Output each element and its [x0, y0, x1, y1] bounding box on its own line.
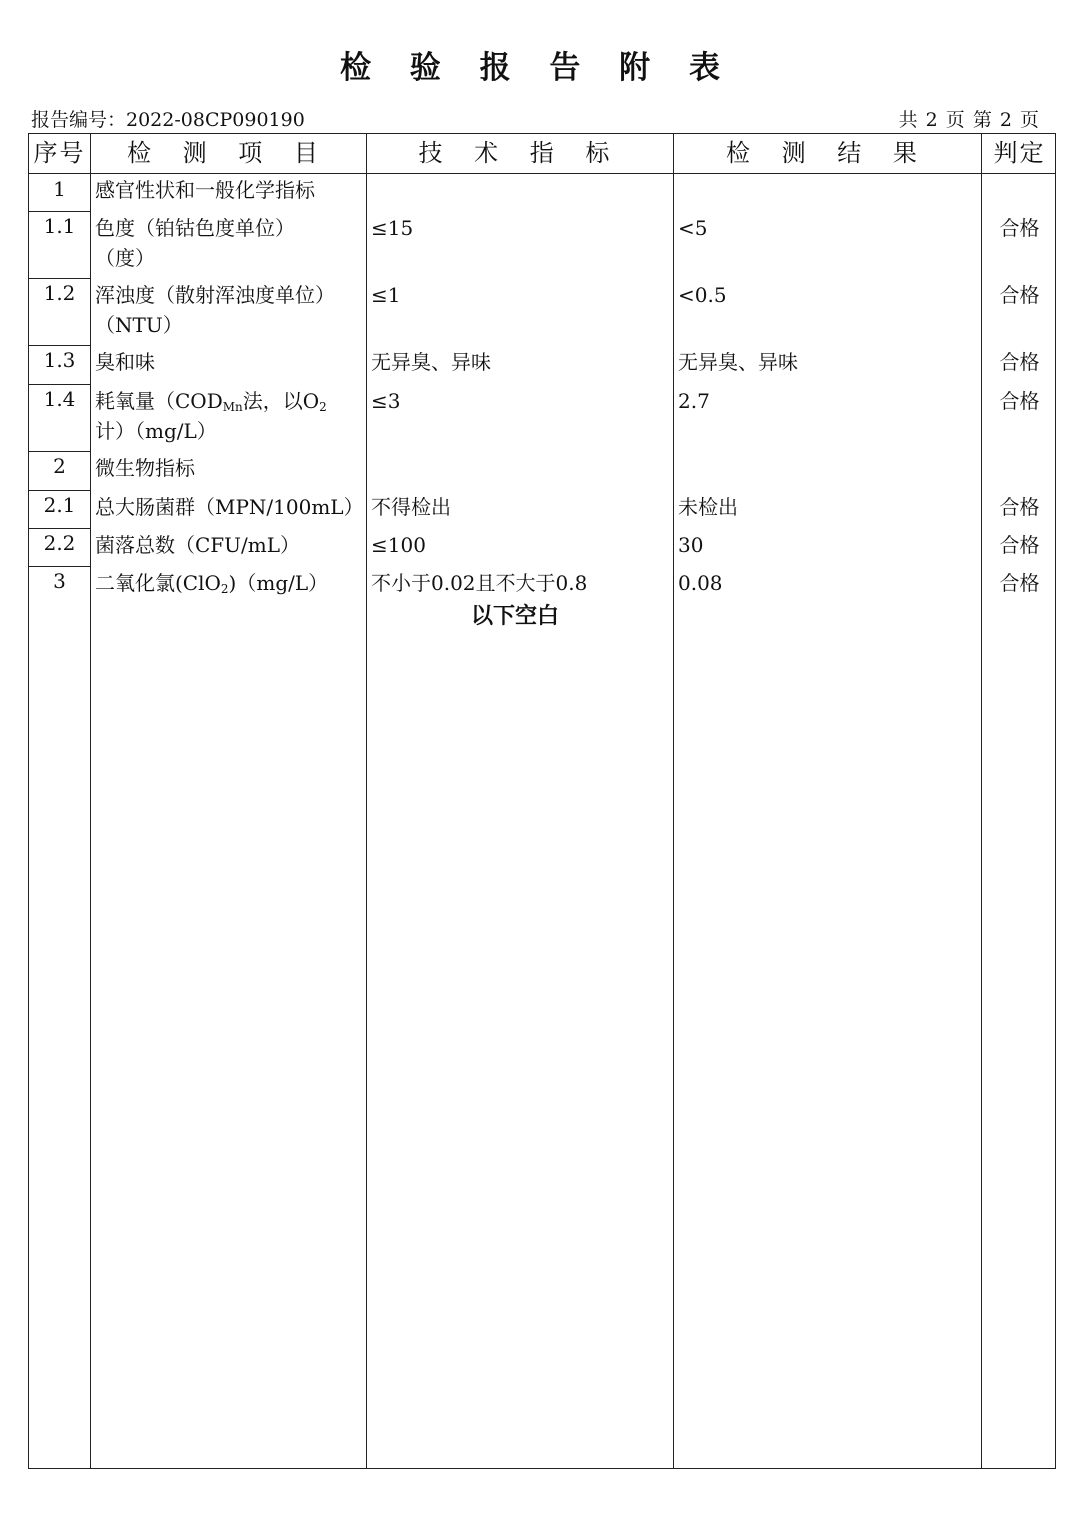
row-item: 感官性状和一般化学指标 [95, 178, 315, 202]
row-item: 菌落总数（CFU/mL） [95, 533, 301, 557]
row-no: 1.1 [43, 214, 76, 238]
page-count: 共 2 页 第 2 页 [898, 109, 1040, 131]
column-divider [981, 134, 982, 1468]
end-of-table-note: 以下空白 [471, 604, 560, 629]
header-result: 检 测 结 果 [726, 139, 929, 167]
header-divider [29, 173, 1055, 174]
row-spec: ≤100 [371, 533, 426, 557]
row-spec: 无异臭、异味 [371, 350, 491, 374]
row-result: <5 [678, 216, 708, 240]
row-result: 2.7 [678, 389, 710, 413]
row-judge: 合格 [999, 283, 1040, 307]
row-item: 总大肠菌群（MPN/100mL） [95, 495, 364, 519]
page-title: 检 验 报 告 附 表 [340, 50, 734, 86]
row-no: 3 [53, 569, 66, 593]
header-spec: 技 术 指 标 [418, 139, 622, 167]
header-judge: 判定 [993, 139, 1046, 167]
row-result: 0.08 [678, 571, 723, 595]
results-table [28, 133, 1056, 1469]
row-no: 1.4 [43, 387, 76, 411]
header-item: 检 测 项 目 [127, 139, 330, 167]
row-no: 2.2 [43, 531, 76, 555]
column-divider [673, 134, 674, 1468]
row-judge: 合格 [999, 571, 1040, 595]
row-judge: 合格 [999, 495, 1040, 519]
row-item: 二氧化氯(ClO$_2$)（mg/L） [95, 571, 329, 596]
column-divider [90, 134, 91, 1468]
row-spec: 不得检出 [371, 495, 451, 519]
row-judge: 合格 [999, 533, 1040, 557]
row-judge: 合格 [999, 389, 1040, 413]
row-spec: 不小于0.02且不大于0.8 [371, 571, 588, 595]
row-result: 未检出 [678, 495, 738, 519]
row-judge: 合格 [999, 350, 1040, 374]
column-divider [366, 134, 367, 1468]
row-no: 1.2 [43, 281, 76, 305]
row-no: 2 [53, 454, 66, 478]
row-item: 浑浊度（散射浑浊度单位）（NTU） [95, 283, 335, 337]
row-result: 30 [678, 533, 704, 557]
row-result: 无异臭、异味 [678, 350, 798, 374]
row-judge: 合格 [999, 216, 1040, 240]
row-no: 1.3 [43, 348, 76, 372]
header-no: 序号 [33, 139, 86, 167]
row-result: <0.5 [678, 283, 727, 307]
row-no: 2.1 [43, 493, 76, 517]
row-no: 1 [53, 177, 66, 201]
row-item: 色度（铂钴色度单位）（度） [95, 216, 295, 270]
row-item: 臭和味 [95, 350, 155, 374]
row-spec: ≤1 [371, 283, 401, 307]
report-number: 报告编号：2022-08CP090190 [31, 109, 305, 131]
row-spec: ≤3 [371, 389, 401, 413]
row-item: 耗氧量（$COD_{Mn}$法，以$O_2$计）（mg/L） [95, 389, 327, 443]
row-spec: ≤15 [371, 216, 414, 240]
row-item: 微生物指标 [95, 456, 195, 480]
